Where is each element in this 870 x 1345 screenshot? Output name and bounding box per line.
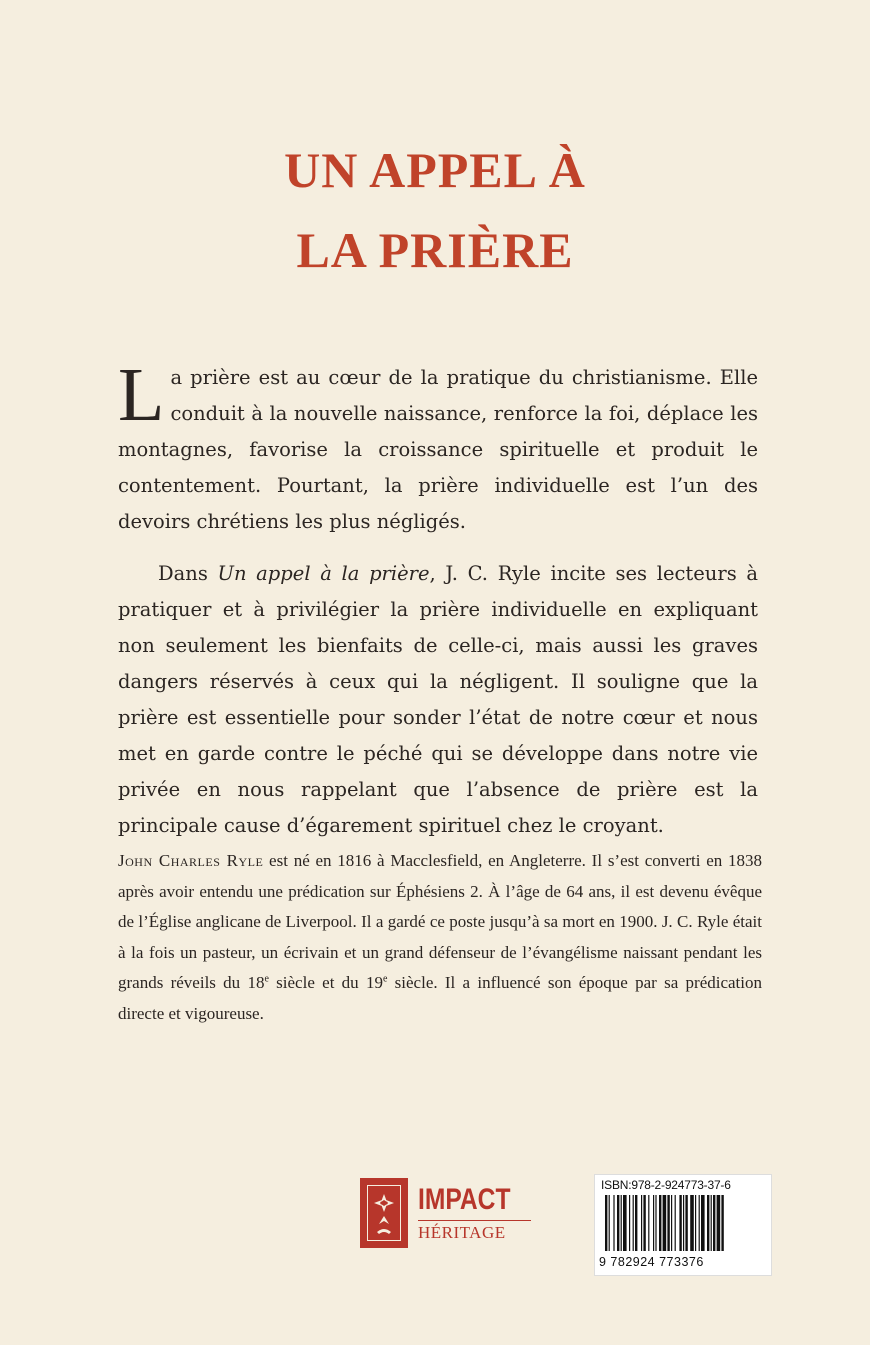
publisher-name: IMPACT [418, 1182, 511, 1216]
author-bio-text-2: siècle et du 19 [268, 973, 383, 992]
isbn-barcode [594, 1174, 772, 1276]
author-bio-paragraph [118, 846, 762, 1029]
book-title-line-1: UN APPEL À [284, 142, 586, 198]
blurb-paragraph-2-text: , J. C. Ryle incite ses lecteurs à pratiquer et à privilégier la prière individuelle en expliquant non seulement les bienfaits de celle-ci, mais aussi les graves dangers réservés à ceux qui la négligent. Il souligne que la prière est essentielle pour sonder l’état de notre cœur et nous met en garde contre le péché qui se développe dans notre vie privée en nous rappelant que l’absence de prière est la principale cause d’égarement spirituel chez le croyant. [118, 562, 759, 837]
superscript-e-2: e [382, 973, 388, 985]
author-bio [118, 846, 762, 1029]
author-bio-text-1: est né en 1816 à Macclesfield, en Angleterre. Il s’est converti en 1838 après avoir entendu une prédication sur Éphésiens 2. À l’âge de 64 ans, il est devenu évêque de l’Église anglicane de Liverpool. Il a gardé ce poste jusqu’à sa mort en 1900. J. C. Ryle était à la fois un pasteur, un écrivain et un grand défenseur de l’évangélisme naissant pendant les grands réveils du 18 [118, 851, 762, 992]
blurb-paragraph-2 [118, 556, 758, 844]
book-title-italic: Un appel à la prière [217, 562, 430, 585]
blurb-paragraph-1 [118, 353, 758, 540]
blurb-paragraph-2-intro: Dans [158, 562, 218, 585]
barcode-digits: 9 782924 773376 [599, 1255, 704, 1269]
cross-emblem-icon [360, 1178, 408, 1248]
author-bio-text-3: siècle. Il a influencé son époque par sa prédication directe et vigoureuse. [118, 973, 762, 1023]
author-name: John Charles Ryle [118, 851, 264, 870]
barcode-bars [603, 1195, 763, 1255]
publisher-logo-text [418, 1184, 531, 1243]
drop-cap: L [118, 353, 165, 437]
superscript-e-1: e [264, 973, 269, 985]
isbn-label: ISBN:978-2-924773-37-6 [601, 1178, 731, 1192]
book-title [0, 130, 870, 290]
blurb-paragraph-1-text: a prière est au cœur de la pratique du christianisme. Elle conduit à la nouvelle naissance, renforce la foi, déplace les montagnes, favorise la croissance spirituelle et produit le contentement. Pourtant, la prière individuelle est l’un des devoirs chrétiens les plus négligés. [118, 366, 758, 533]
publisher-imprint: HÉRITAGE [418, 1220, 531, 1243]
publisher-logo [360, 1178, 531, 1248]
blurb [118, 353, 759, 844]
book-title-line-2: LA PRIÈRE [296, 222, 574, 278]
